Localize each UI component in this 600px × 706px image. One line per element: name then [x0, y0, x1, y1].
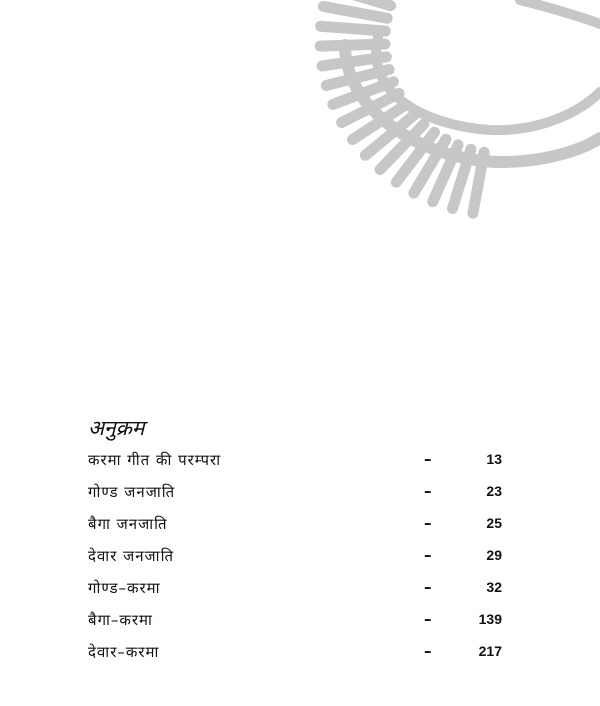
toc-entry-dash: – — [424, 642, 432, 660]
toc-entry — [88, 642, 528, 674]
toc-entry-page: 23 — [486, 483, 502, 499]
toc-entry — [88, 610, 528, 642]
toc-entry-page: 25 — [486, 515, 502, 531]
toc-entry-title: गोण्ड–करमा — [88, 579, 161, 597]
sun-ornament-icon — [0, 0, 600, 260]
toc-entry-dash: – — [424, 514, 432, 532]
toc-entry-dash: – — [424, 482, 432, 500]
toc-entry-title: करमा गीत की परम्परा — [88, 451, 222, 469]
toc-entry-title: बैगा जनजाति — [88, 515, 168, 533]
toc-entry-title: देवार–करमा — [88, 643, 160, 661]
toc-entry-title: देवार जनजाति — [88, 547, 174, 565]
toc-entry — [88, 482, 528, 514]
toc-entry-dash: – — [424, 450, 432, 468]
toc-entry-dash: – — [424, 546, 432, 564]
toc-entry — [88, 450, 528, 482]
toc-entry-page: 32 — [486, 579, 502, 595]
toc-entry — [88, 514, 528, 546]
toc-entry — [88, 578, 528, 610]
toc-entry-dash: – — [424, 578, 432, 596]
toc-entry-page: 217 — [478, 643, 502, 659]
toc-entry — [88, 546, 528, 578]
toc-entry-dash: – — [424, 610, 432, 628]
toc-entry-page: 29 — [486, 547, 502, 563]
ornament-ray — [323, 6, 387, 18]
toc-entry-page: 139 — [478, 611, 502, 627]
table-of-contents — [88, 414, 528, 674]
toc-heading: अनुक्रम — [88, 416, 145, 440]
toc-entry-title: बैगा–करमा — [88, 611, 153, 629]
toc-entry-page: 13 — [486, 451, 502, 467]
toc-entry-title: गोण्ड जनजाति — [88, 483, 176, 501]
